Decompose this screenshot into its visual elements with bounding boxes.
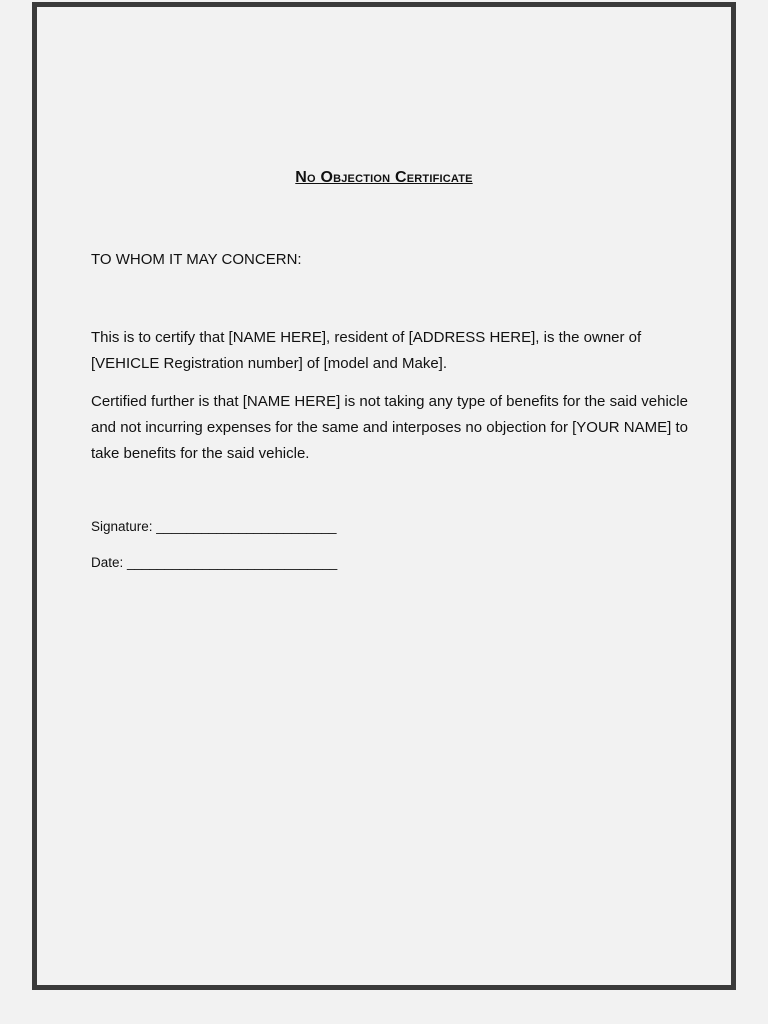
salutation: TO WHOM IT MAY CONCERN: — [91, 251, 302, 268]
certificate-paragraph-owner: This is to certify that [NAME HERE], resident of [ADDRESS HERE], is the owner of [VEHICLE Registration number] of [model and Make]. — [91, 329, 642, 372]
date-line: Date: ____________________________ — [91, 555, 338, 570]
document-page — [32, 2, 736, 990]
signature-line: Signature: ________________________ — [91, 519, 337, 534]
certificate-paragraph-no-objection: Certified further is that [NAME HERE] is not taking any type of benefits for the said vehicle and not incurring expenses for the same and interposes no objection for [YOUR NAME] to take benefits for the said vehicle. — [91, 393, 688, 462]
document-title: No Objection Certificate — [295, 169, 473, 186]
